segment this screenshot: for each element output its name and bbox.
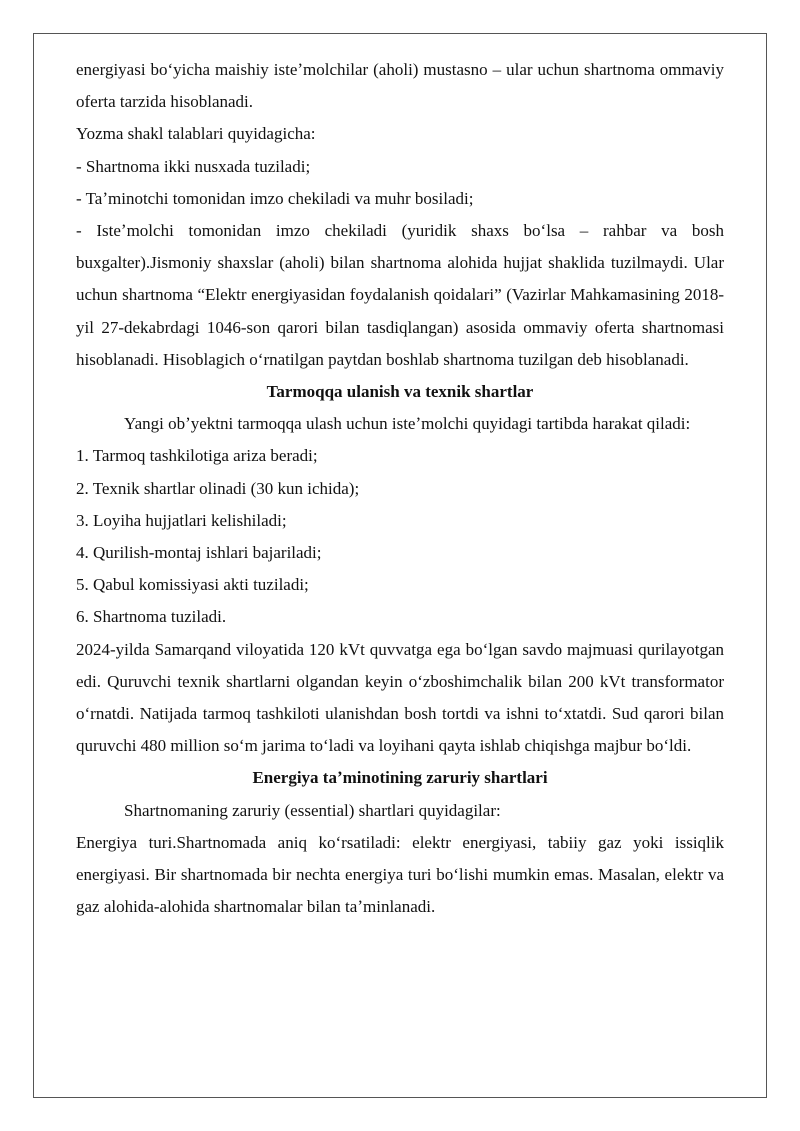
list-item: 4. Qurilish-montaj ishlari bajariladi; <box>76 543 322 563</box>
list-item: 2. Texnik shartlar olinadi (30 kun ichida); <box>76 478 360 498</box>
list-item: - Taʼminotchi tomonidan imzo chekiladi va muhr bosiladi; <box>76 188 474 208</box>
list-item: 6. Shartnoma tuziladi. <box>76 607 227 627</box>
consumer-requirement-paragraph: - Isteʼmolchi tomonidan imzo chekiladi (yuridik shaxs boʻlsa – rahbar va bosh buxgalter).Jismoniy shaxslar (aholi) bilan shartnoma alohida hujjat shaklida tuzilmaydi. Ular uchun shartnoma “Elektr energiyasidan foydalanish qoidalari” (Vazirlar Mahkamasining 2018-yil 27-dekabrdagi 1046-son qarori bilan tasdiqlangan) asosida ommaviy oferta shartnomasi hisoblanadi. Hisoblagich oʻrnatilgan paytdan boshlab shartnoma tuzilgan deb hisoblanadi. <box>76 221 724 369</box>
list-item: 3. Loyiha hujjatlari kelishiladi; <box>76 510 287 530</box>
list-item: 5. Qabul komissiyasi akti tuziladi; <box>76 575 309 595</box>
intro-paragraph: energiyasi boʻyicha maishiy isteʼmolchilar (aholi) mustasno – ular uchun shartnoma ommaviy oferta tarzida hisoblanadi. <box>76 60 724 112</box>
list-item: 1. Tarmoq tashkilotiga ariza beradi; <box>76 446 318 466</box>
example-paragraph: 2024-yilda Samarqand viloyatida 120 kVt quvvatga ega boʻlgan savdo majmuasi qurilayotgan edi. Quruvchi texnik shartlarni olgandan keyin oʻzboshimchalik bilan 200 kVt transformator oʻrnatdi. Natijada tarmoq tashkiloti ulanishdan bosh tortdi va ishni toʻxtatdi. Sud qarori bilan quruvchi 480 million soʻm jarima toʻladi va loyihani qayta ishlab chiqishga majbur boʻldi. <box>76 639 724 756</box>
document-body <box>76 54 724 923</box>
list-item: - Shartnoma ikki nusxada tuziladi; <box>76 156 311 176</box>
section-heading-network-connection: Tarmoqqa ulanish va texnik shartlar <box>266 382 534 402</box>
energy-type-paragraph: Energiya turi.Shartnomada aniq koʻrsatiladi: elektr energiyasi, tabiiy gaz yoki issiqlik energiyasi. Bir shartnomada bir nechta energiya turi boʻlishi mumkin emas. Masalan, elektr va gaz alohida-alohida shartnomalar bilan taʼminlanadi. <box>76 832 724 917</box>
connection-intro-paragraph: Yangi obʼyektni tarmoqqa ulash uchun isteʼmolchi quyidagi tartibda harakat qiladi: <box>124 414 691 434</box>
essential-terms-intro: Shartnomaning zaruriy (essential) shartlari quyidagilar: <box>124 800 501 820</box>
section-heading-essential-terms: Energiya taʼminotining zaruriy shartlari <box>252 768 548 788</box>
requirements-title: Yozma shakl talablari quyidagicha: <box>76 124 316 144</box>
